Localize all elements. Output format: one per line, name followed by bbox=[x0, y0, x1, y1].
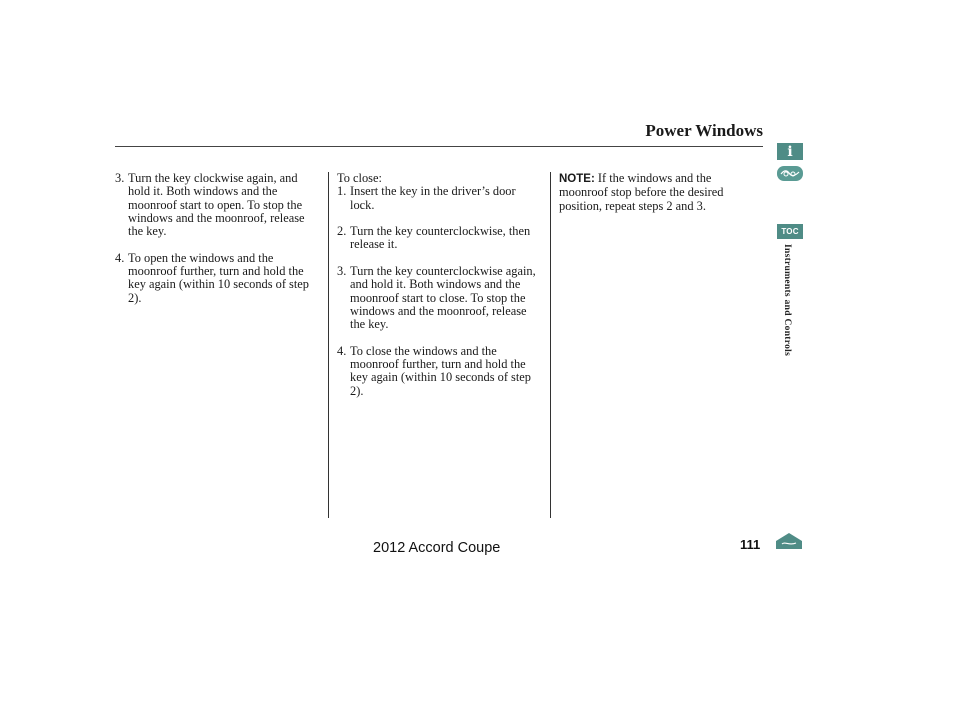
step-number: 3. bbox=[115, 171, 125, 185]
column-divider bbox=[328, 172, 329, 518]
section-label: Instruments and Controls bbox=[782, 244, 792, 357]
step-item bbox=[337, 265, 542, 331]
step-item bbox=[337, 225, 542, 252]
info-icon: i bbox=[787, 143, 793, 160]
toc-button[interactable] bbox=[777, 224, 803, 239]
step-text: Insert the key in the driver’s door lock. bbox=[350, 184, 516, 212]
step-number: 2. bbox=[337, 224, 347, 239]
column-2 bbox=[337, 172, 542, 411]
title-divider bbox=[115, 146, 763, 147]
step-text: Turn the key counterclockwise, then release it. bbox=[350, 224, 531, 252]
home-icon[interactable] bbox=[775, 532, 803, 550]
close-intro: To close: bbox=[337, 171, 382, 185]
column-3 bbox=[559, 172, 759, 213]
step-text: To open the windows and the moonroof further, turn and hold the key again (within 10 seconds of step 2). bbox=[128, 250, 310, 305]
step-number: 3. bbox=[337, 264, 347, 279]
toc-label: TOC bbox=[781, 227, 799, 236]
note-label: NOTE: bbox=[559, 173, 595, 185]
step-item bbox=[115, 172, 320, 238]
page-number: 111 bbox=[740, 537, 761, 552]
page-title: Power Windows bbox=[645, 121, 763, 140]
note-text: If the windows and the moonroof stop before the desired position, repeat steps 2 and 3. bbox=[559, 171, 724, 213]
step-number: 1. bbox=[337, 184, 347, 199]
step-text: To close the windows and the moonroof further, turn and hold the key again (within 10 seconds of step 2). bbox=[350, 343, 532, 398]
info-button[interactable] bbox=[777, 143, 803, 160]
step-number: 4. bbox=[115, 250, 125, 265]
index-button[interactable] bbox=[777, 166, 803, 181]
index-icon bbox=[779, 168, 801, 179]
step-text: Turn the key counterclockwise again, and hold it. Both windows and the moonroof start to close. To stop the windows and the moonroof, release the key. bbox=[350, 264, 536, 332]
column-1 bbox=[115, 172, 320, 318]
footer-model: 2012 Accord Coupe bbox=[373, 540, 501, 556]
step-item bbox=[337, 345, 542, 398]
step-number: 4. bbox=[337, 343, 347, 358]
step-item bbox=[115, 252, 320, 305]
step-text: Turn the key clockwise again, and hold it. Both windows and the moonroof start to open. To stop the windows and the moonroof, release the key. bbox=[128, 171, 305, 239]
step-item bbox=[337, 185, 542, 212]
column-divider bbox=[550, 172, 551, 518]
